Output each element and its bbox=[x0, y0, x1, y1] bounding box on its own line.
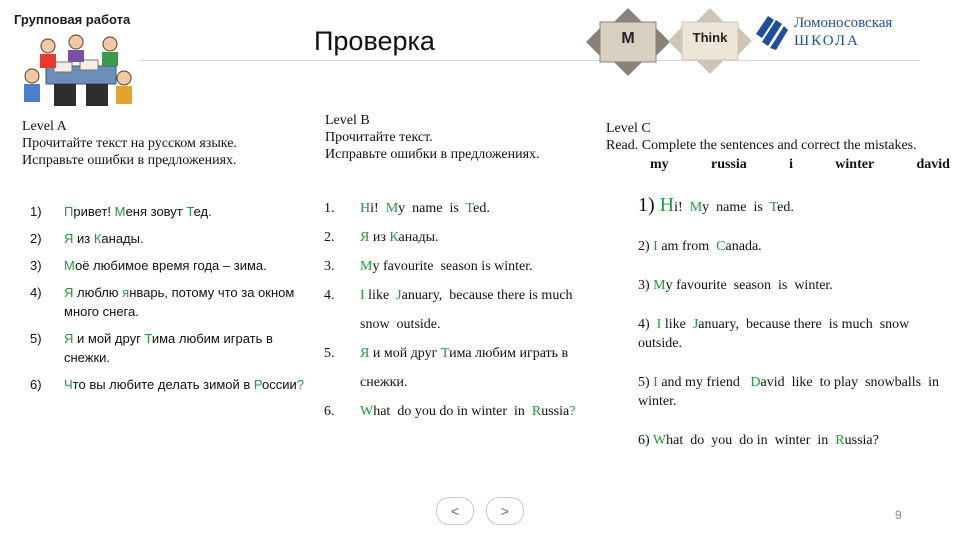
list-item bbox=[324, 281, 604, 339]
sentence-text: оссии bbox=[262, 377, 297, 392]
sentence-text: anuary, because there is much snow outside. bbox=[360, 288, 577, 332]
sentence-text: y favourite season is winter. bbox=[665, 278, 833, 293]
level-a-header bbox=[22, 118, 322, 169]
list-item bbox=[324, 252, 604, 281]
level-a-instruction-1: Прочитайте текст на русском языке. bbox=[22, 136, 237, 151]
level-b-instruction-2: Исправьте ошибки в предложениях. bbox=[325, 147, 540, 162]
list-item bbox=[30, 256, 320, 275]
list-item-number: 4) bbox=[30, 285, 42, 300]
sentence-text: anada. bbox=[725, 239, 762, 254]
sentence-text: 6) bbox=[638, 433, 653, 448]
corrected-letter: Т bbox=[440, 346, 450, 361]
corrected-letter: M bbox=[689, 200, 703, 215]
sentence-text: i! bbox=[674, 200, 690, 215]
sentence-text: из bbox=[369, 230, 390, 245]
level-c-title: Level C bbox=[606, 121, 651, 136]
sentence-text: and my friend bbox=[657, 375, 751, 390]
sentence-text: anuary, because there is much snow outside. bbox=[638, 317, 917, 351]
sentence-text: y favourite season is winter. bbox=[372, 259, 533, 274]
sentence-text: из bbox=[73, 231, 94, 246]
sentence-text: 3) bbox=[638, 278, 654, 293]
sentence-text: ed. bbox=[473, 201, 490, 216]
list-item bbox=[638, 276, 948, 295]
sentence-text: y name is bbox=[702, 200, 770, 215]
list-item-number: 3. bbox=[324, 259, 335, 274]
sentence-text: оё любимое время года – зима. bbox=[74, 258, 267, 273]
corrected-letter: T bbox=[769, 200, 778, 215]
corrected-letter: Я bbox=[360, 230, 370, 245]
sentence-text: ед. bbox=[193, 204, 212, 219]
list-item bbox=[638, 431, 948, 450]
corrected-letter: J bbox=[692, 317, 699, 332]
school-logo-icon bbox=[752, 12, 792, 52]
sentence-text: ussia bbox=[541, 404, 570, 419]
level-c-instruction: Read. Complete the sentences and correct the mistakes. bbox=[606, 138, 917, 153]
list-item bbox=[638, 373, 948, 411]
level-a-list bbox=[30, 202, 320, 402]
page-number: 9 bbox=[895, 508, 902, 522]
sentence-text: hat do you do in winter in bbox=[666, 433, 836, 448]
corrected-letter: D bbox=[750, 375, 761, 390]
list-item bbox=[638, 315, 948, 353]
corrected-letter: R bbox=[531, 404, 542, 419]
sentence-text: 4) bbox=[638, 317, 657, 332]
sentence-text: люблю bbox=[73, 285, 123, 300]
level-a-instruction-2: Исправьте ошибки в предложениях. bbox=[22, 153, 237, 168]
sentence-text: like bbox=[661, 317, 693, 332]
sentence-text: ed. bbox=[777, 200, 794, 215]
corrected-letter: H bbox=[659, 194, 675, 216]
corrected-letter: I bbox=[360, 288, 365, 303]
sentence-text: и мой друг bbox=[73, 331, 145, 346]
list-item bbox=[30, 329, 320, 367]
corrected-letter: M bbox=[360, 259, 373, 274]
corrected-letter: П bbox=[64, 204, 74, 219]
corrected-letter: ? bbox=[296, 377, 305, 392]
sentence-text: like bbox=[364, 288, 397, 303]
sentence-text: am from bbox=[657, 239, 717, 254]
word-bank-item: russia bbox=[710, 157, 747, 172]
level-b-header bbox=[325, 112, 625, 163]
level-b-title: Level B bbox=[325, 113, 370, 128]
list-item bbox=[638, 196, 948, 217]
sentence-text: y name is bbox=[398, 201, 466, 216]
school-name-line2: ШКОЛА bbox=[794, 33, 860, 49]
school-name bbox=[794, 14, 892, 50]
school-name-line1: Ломоносовская bbox=[794, 15, 893, 31]
corrected-letter: I bbox=[653, 375, 658, 390]
corrected-letter: Т bbox=[144, 331, 152, 346]
list-item-number: 5. bbox=[324, 346, 335, 361]
list-item bbox=[324, 397, 604, 426]
level-c-header bbox=[606, 120, 960, 154]
title-divider bbox=[140, 60, 920, 61]
think-badge bbox=[668, 8, 752, 74]
sentence-text: има любим играть в снежки. bbox=[360, 346, 572, 390]
corrected-letter: я bbox=[122, 285, 130, 300]
sentence-text: и мой друг bbox=[369, 346, 441, 361]
prev-slide-button[interactable]: < bbox=[436, 497, 474, 525]
m-badge-label: M bbox=[621, 30, 635, 47]
corrected-letter: ? bbox=[569, 404, 576, 419]
sentence-text: i! bbox=[370, 201, 386, 216]
level-b-instruction-1: Прочитайте текст. bbox=[325, 130, 433, 145]
list-item-number: 6. bbox=[324, 404, 335, 419]
corrected-letter: W bbox=[652, 433, 667, 448]
corrected-letter: М bbox=[64, 258, 75, 273]
group-work-label: Групповая работа bbox=[14, 12, 131, 27]
corrected-letter: M bbox=[653, 278, 666, 293]
corrected-letter: T bbox=[465, 201, 474, 216]
corrected-letter: H bbox=[360, 201, 371, 216]
corrected-letter: W bbox=[360, 404, 374, 419]
sentence-text: има любим играть в снежки. bbox=[64, 331, 277, 365]
list-item bbox=[30, 202, 320, 221]
corrected-letter: Я bbox=[64, 231, 74, 246]
list-item bbox=[638, 237, 948, 256]
corrected-letter: R bbox=[835, 433, 845, 448]
sentence-text: анады. bbox=[101, 231, 144, 246]
list-item bbox=[324, 223, 604, 252]
sentence-text: то вы любите делать зимой в bbox=[72, 377, 254, 392]
word-bank-item: my bbox=[650, 157, 669, 172]
corrected-letter: Я bbox=[360, 346, 370, 361]
corrected-letter: Р bbox=[253, 377, 263, 392]
list-item-number: 2. bbox=[324, 230, 335, 245]
next-slide-button[interactable]: > bbox=[486, 497, 524, 525]
list-item bbox=[30, 283, 320, 321]
corrected-letter: К bbox=[389, 230, 399, 245]
list-item-number: 6) bbox=[30, 377, 42, 392]
sentence-text: ривет! bbox=[73, 204, 115, 219]
school-logo bbox=[752, 12, 792, 52]
kids-at-table-icon bbox=[18, 32, 140, 112]
word-bank-item: winter bbox=[835, 157, 875, 172]
page-title: Проверка bbox=[314, 26, 435, 56]
sentence-text: hat do you do in winter in bbox=[373, 404, 532, 419]
sentence-text: ussia? bbox=[844, 433, 879, 448]
list-item bbox=[30, 375, 320, 394]
word-bank-item: david bbox=[916, 157, 950, 172]
list-item bbox=[30, 229, 320, 248]
word-bank bbox=[650, 157, 950, 173]
sentence-text: 1) bbox=[638, 194, 660, 216]
corrected-letter: Я bbox=[64, 285, 74, 300]
group-work-illustration bbox=[18, 32, 140, 112]
list-item bbox=[324, 339, 604, 397]
corrected-letter: М bbox=[114, 204, 126, 219]
corrected-letter: J bbox=[396, 288, 402, 303]
list-item bbox=[324, 194, 604, 223]
level-a-title: Level A bbox=[22, 119, 67, 134]
corrected-letter: Т bbox=[186, 204, 194, 219]
corrected-letter: C bbox=[716, 239, 726, 254]
list-item-number: 1) bbox=[30, 204, 42, 219]
think-badge-label: Think bbox=[692, 30, 728, 45]
level-c-list bbox=[638, 196, 948, 470]
list-item-number: 4. bbox=[324, 288, 335, 303]
sentence-text: еня зовут bbox=[125, 204, 187, 219]
corrected-letter: I bbox=[653, 239, 658, 254]
corrected-letter: M bbox=[385, 201, 399, 216]
list-item-number: 2) bbox=[30, 231, 42, 246]
m-badge bbox=[586, 8, 670, 76]
word-bank-item: i bbox=[789, 157, 793, 172]
level-b-list bbox=[324, 194, 604, 426]
sentence-text: нварь, потому что за окном много снега. bbox=[64, 285, 298, 319]
sentence-text: анады. bbox=[398, 230, 439, 245]
sentence-text: avid like to play snowballs in winter. bbox=[638, 375, 946, 409]
list-item-number: 5) bbox=[30, 331, 42, 346]
corrected-letter: Ч bbox=[64, 377, 73, 392]
list-item-number: 1. bbox=[324, 201, 335, 216]
list-item-number: 3) bbox=[30, 258, 42, 273]
sentence-text: 5) bbox=[638, 375, 654, 390]
corrected-letter: Я bbox=[64, 331, 74, 346]
sentence-text: 2) bbox=[638, 239, 654, 254]
corrected-letter: К bbox=[93, 231, 102, 246]
corrected-letter: I bbox=[656, 317, 662, 332]
